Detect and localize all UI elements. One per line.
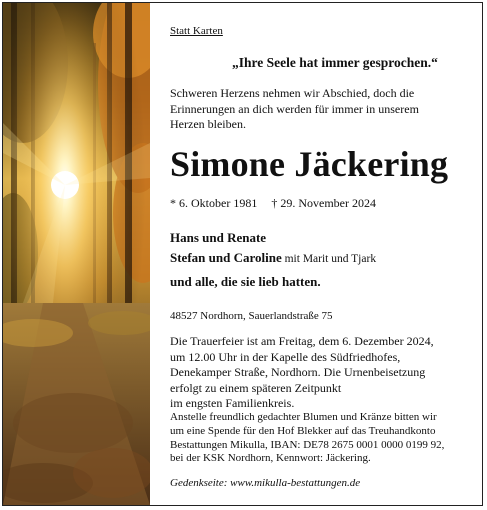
deceased-name: Simone Jäckering (170, 144, 449, 184)
funeral-line: im engsten Familienkreis. (170, 396, 295, 410)
donation-line: Anstelle freundlich gedachter Blumen und Kränze bitten wir (170, 411, 437, 423)
donation-info (170, 411, 475, 466)
obituary-card (2, 2, 483, 506)
funeral-line: um 12.00 Uhr in der Kapelle des Südfriedhofes, (170, 349, 401, 364)
funeral-line: erfolgt zu einem späteren Zeitpunkt (170, 380, 342, 395)
donation-line: bei der KSK Nordhorn, Kennwort: Jäckering. (170, 452, 371, 465)
funeral-line: Denekamper Straße, Nordhorn. Die Urnenbeisetzung (170, 365, 426, 379)
forest-sunrise-illustration (3, 3, 150, 505)
sunlit-forest-path-photo (3, 3, 150, 505)
address: 48527 Nordhorn, Sauerlandstraße 75 (170, 310, 333, 322)
donation-line: um eine Spende für den Hof Blekker auf das Treuhandkonto (170, 424, 436, 437)
death-date: † 29. November 2024 (271, 196, 376, 210)
intro-line: Schweren Herzens nehmen wir Abschied, doch die (170, 86, 415, 100)
donation-line: Bestattungen Mikulla, IBAN: DE78 2675 0001 0000 0199 92, (170, 438, 445, 451)
intro-line: Erinnerungen an dich werden für immer in unserem (170, 101, 419, 116)
mourners (170, 228, 376, 292)
mourners-line-1: Hans und Renate (170, 230, 267, 245)
life-dates (170, 196, 376, 211)
memorial-website[interactable]: Gedenkseite: www.mikulla-bestattungen.de (170, 477, 361, 489)
funeral-line: Die Trauerfeier ist am Freitag, dem 6. Dezember 2024, (170, 334, 434, 348)
mourners-line-2 (170, 248, 376, 269)
header-label: Statt Karten (170, 25, 223, 37)
mourners-line-2-bold: Stefan und Caroline (170, 250, 282, 265)
intro-line: Herzen bleiben. (170, 117, 246, 131)
birth-date: * 6. Oktober 1981 (170, 196, 258, 210)
intro-text (170, 86, 470, 133)
mourners-line-3: und alle, die sie lieb hatten. (170, 274, 321, 289)
mourners-line-2-rest: mit Marit und Tjark (281, 253, 377, 265)
funeral-info (170, 334, 470, 412)
quote: „Ihre Seele hat immer gesprochen.“ (232, 55, 438, 70)
